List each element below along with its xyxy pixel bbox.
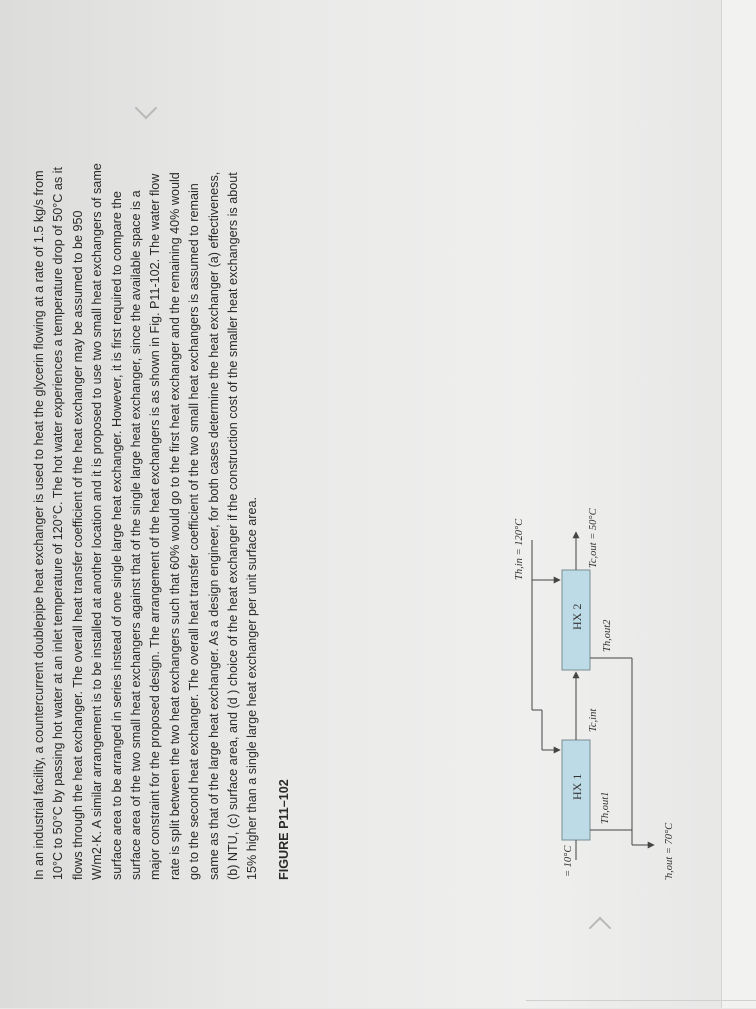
t-hin-label: Th,in = 120°C bbox=[514, 518, 525, 580]
heat-exchanger-diagram bbox=[422, 280, 742, 880]
problem-paragraph: In an industrial facility, a countercurrent doublepipe heat exchanger is used to heat the glycerin flowing at a rate of 1.5 kg/s from 10°C to 50°C by passing hot water at an inlet temperature of 120°C. The hot water experiences a temperature drop of 50°C as it flows through the heat exchanger. The overall heat transfer coefficient of the heat exchanger may be assumed to be 950 W/m2·K. A similar arrangement is to be installed at another location and it is proposed to use two small heat exchangers of same surface area to be arranged in series instead of one single large heat exchanger. However, it is first required to compare the surface area of the two small heat exchangers against that of the single large heat exchanger, since the available space is a major constraint for the proposed design. The arrangement of the heat exchangers is as shown in Fig. P11-102. The water flow rate is split between the two heat exchangers such that 60% would go to the first heat exchanger and the remaining 40% would go to the second heat exchanger. The overall heat transfer coefficient of the two small heat exchangers is assumed to remain same as that of the large heat exchanger. As a design engineer, for both cases determine the heat exchanger (a) effectiveness, (b) NTU, (c) surface area, and (d ) choice of the heat exchanger if the construction cost of the smaller heat exchangers is about 15% higher than a single large heat exchanger per unit surface area. bbox=[32, 163, 260, 880]
document-page bbox=[0, 8, 756, 1008]
figure-label: FIGURE P11–102 bbox=[276, 779, 291, 880]
t-cint-label: Tc,int bbox=[588, 708, 599, 732]
hx1-label: HX 1 bbox=[570, 773, 584, 800]
t-hout2-label: Th,out2 bbox=[602, 619, 613, 652]
problem-text-block bbox=[30, 160, 291, 880]
t-cout-label: Tc,out = 50°C bbox=[588, 508, 599, 568]
hx2-label: HX 2 bbox=[570, 603, 584, 630]
diagram-svg bbox=[422, 280, 742, 880]
t-hout1-label: Th,out1 bbox=[600, 791, 611, 824]
t-cin-label: Tc,in = 10°C bbox=[563, 845, 574, 880]
t-hout-label: Th,out = 70°C bbox=[664, 822, 675, 880]
